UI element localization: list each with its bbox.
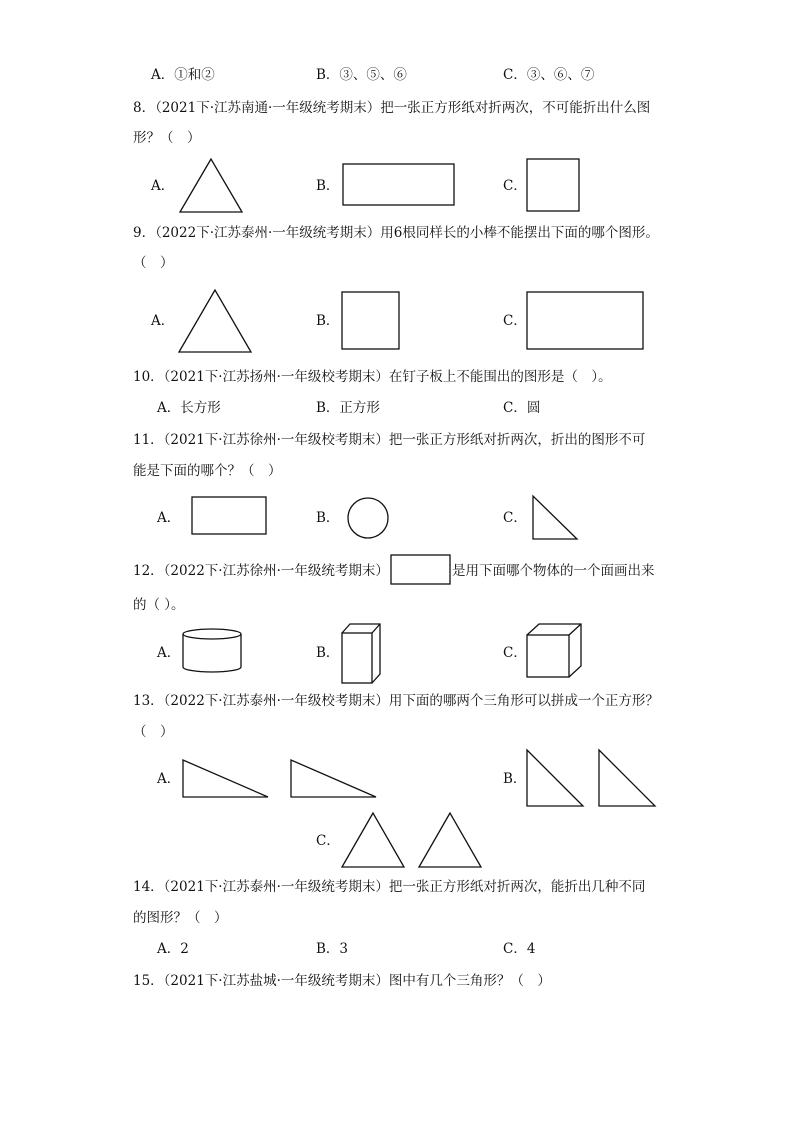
q14-stem-line2: 的图形？（ ）	[133, 910, 228, 926]
q13-option-b: B．	[503, 771, 527, 787]
q13-stem-line2: （ ）	[133, 724, 174, 740]
q8-option-a: A．	[151, 178, 175, 194]
q9-stem-line2: （ ）	[133, 255, 174, 271]
q10-option-c: C．圆	[503, 400, 541, 416]
q9-option-b: B．	[316, 313, 340, 329]
long-right-triangle-icon	[291, 760, 376, 797]
q11-stem-line1: 11．（2021下·江苏徐州·一年级校考期末）把一张正方形纸对折两次，折出的图形不可	[133, 432, 646, 448]
isosceles-right-triangle-icon	[527, 750, 583, 806]
q8-stem-line1: 8．（2021下·江苏南通·一年级统考期末）把一张正方形纸对折两次，不可能折出什么图	[133, 100, 651, 116]
q11-option-a: A．	[157, 510, 181, 526]
q12-stem-line2: 的（ ）。	[133, 597, 185, 613]
q15-stem-line1: 15．（2021下·江苏盐城·一年级统考期末）图中有几个三角形？（ ）	[133, 973, 551, 989]
q12-option-a: A．	[157, 645, 181, 661]
q11-option-c: C．	[503, 510, 527, 526]
q14-option-c: C．4	[503, 941, 536, 957]
q9-stem-line1: 9．（2022下·江苏泰州·一年级统考期末）用6根同样长的小棒不能摆出下面的哪个图形。	[133, 225, 659, 241]
q10-stem-line1: 10．（2021下·江苏扬州·一年级校考期末）在钉子板上不能围出的图形是（ ）。	[133, 369, 612, 385]
q12-option-b: B．	[316, 645, 340, 661]
q12-stem-line1b: 是用下面哪个物体的一个面画出来	[452, 563, 655, 579]
q11-stem-line2: 能是下面的哪个？（ ）	[133, 463, 282, 479]
q8-stem-line2: 形？（ ）	[133, 130, 201, 146]
q11-option-b: B．	[316, 510, 340, 526]
q14-option-b: B．3	[316, 941, 349, 957]
isosceles-right-triangle-icon	[599, 750, 655, 806]
q7-option-a: A．①和②	[151, 67, 215, 83]
q14-stem-line1: 14．（2021下·江苏泰州·一年级统考期末）把一张正方形纸对折两次，能折出几种不同	[133, 879, 646, 895]
q14-option-a: A．2	[157, 941, 189, 957]
q9-option-c: C．	[503, 313, 527, 329]
q7-option-c: C．③、⑥、⑦	[503, 67, 595, 83]
q13-option-c: C．	[316, 833, 340, 849]
equilateral-triangle-icon	[419, 813, 481, 867]
q13-stem-line1: 13．（2022下·江苏泰州·一年级校考期末）用下面的哪两个三角形可以拼成一个正方形？	[133, 693, 659, 709]
q12-option-c: C．	[503, 645, 527, 661]
long-right-triangle-icon	[183, 760, 268, 797]
q8-option-b: B．	[316, 178, 340, 194]
q10-option-a: A．长方形	[157, 400, 221, 416]
q10-option-b: B．正方形	[316, 400, 380, 416]
equilateral-triangle-icon	[342, 813, 404, 867]
q8-option-c: C．	[503, 178, 527, 194]
q9-option-a: A．	[151, 313, 175, 329]
q13-option-a: A．	[157, 771, 181, 787]
q7-option-b: B．③、⑤、⑥	[316, 67, 407, 83]
q12-stem-line1a: 12．（2022下·江苏徐州·一年级统考期末）	[133, 563, 389, 579]
